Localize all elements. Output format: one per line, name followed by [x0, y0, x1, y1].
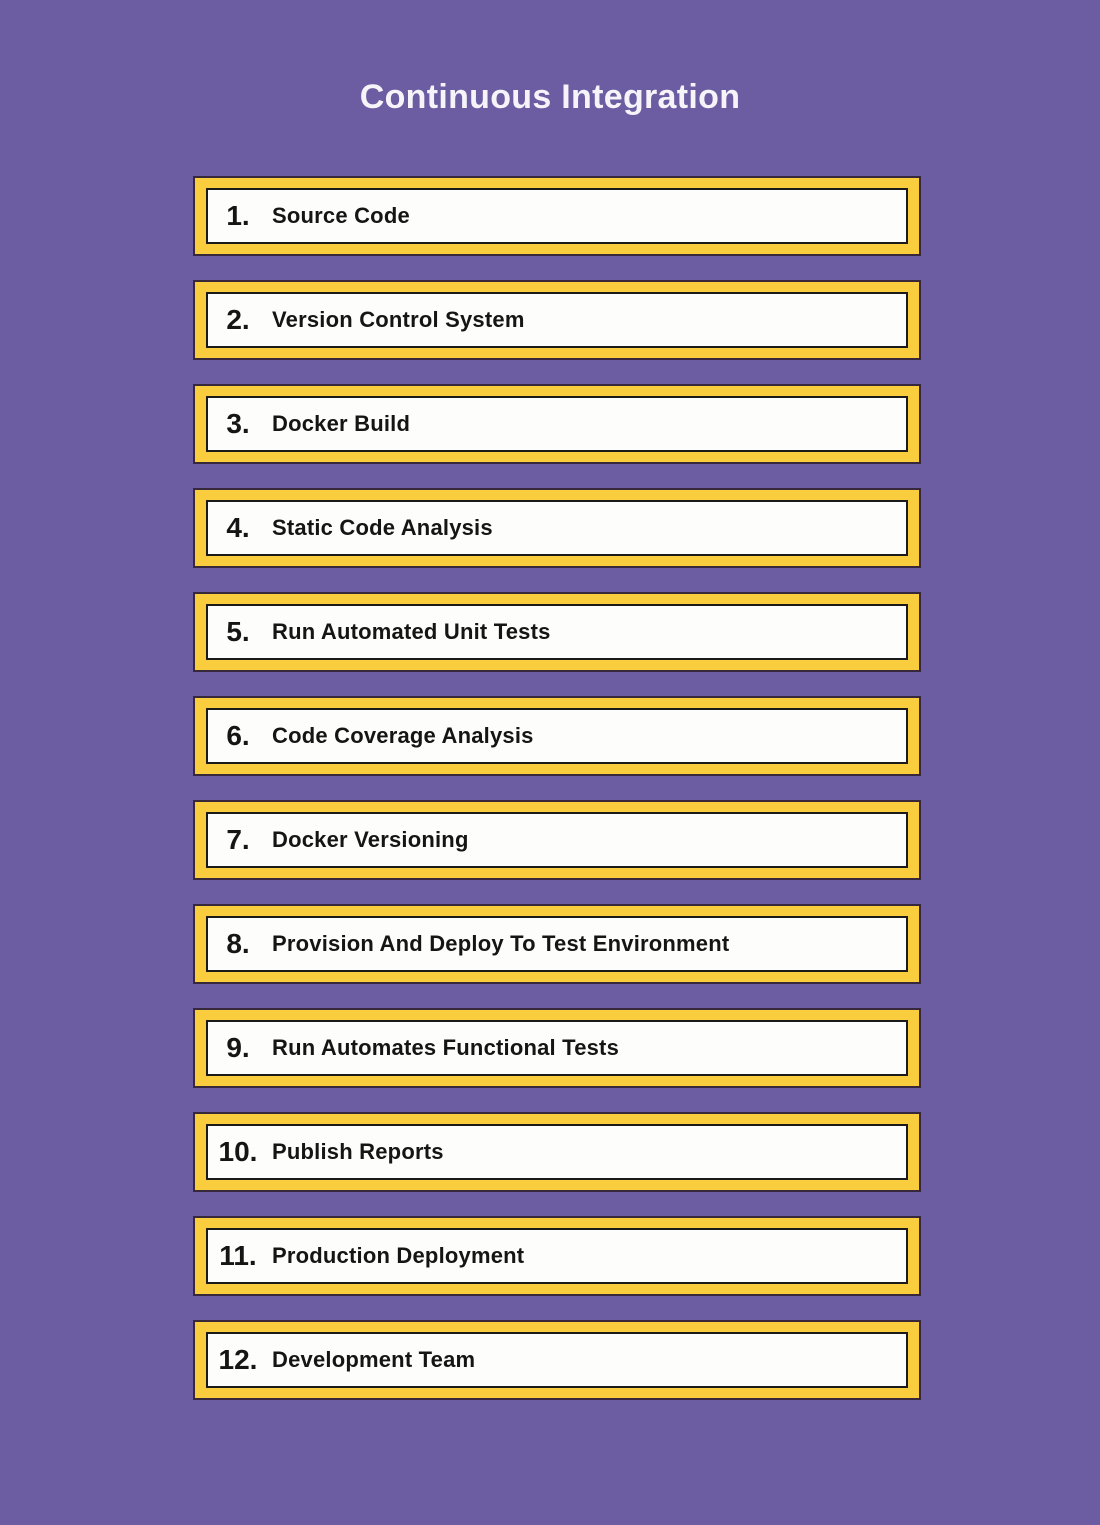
step-label: Run Automated Unit Tests: [272, 619, 551, 644]
step-item-7: [193, 800, 921, 880]
steps-list: [193, 176, 921, 1424]
step-number: 8.: [226, 928, 250, 959]
step-number: 6.: [226, 720, 250, 751]
step-label: Production Deployment: [272, 1243, 525, 1268]
step-number: 10.: [218, 1136, 258, 1167]
step-item-9: [193, 1008, 921, 1088]
step-inner: [206, 500, 908, 556]
step-label: Version Control System: [272, 307, 525, 332]
step-item-12: [193, 1320, 921, 1400]
step-number: 12.: [218, 1344, 258, 1375]
page-title: Continuous Integration: [359, 78, 741, 116]
step-item-2: [193, 280, 921, 360]
step-inner: [206, 1228, 908, 1284]
step-inner: [206, 188, 908, 244]
step-label: Docker Build: [272, 411, 411, 436]
step-item-4: [193, 488, 921, 568]
step-item-10: [193, 1112, 921, 1192]
step-inner: [206, 1332, 908, 1388]
step-label: Docker Versioning: [272, 827, 469, 852]
step-inner: [206, 396, 908, 452]
step-label: Development Team: [272, 1347, 476, 1372]
step-label: Static Code Analysis: [272, 515, 493, 540]
step-number: 7.: [226, 824, 250, 855]
step-inner: [206, 604, 908, 660]
step-label: Source Code: [272, 203, 410, 228]
step-number: 5.: [226, 616, 250, 647]
step-inner: [206, 292, 908, 348]
step-number: 3.: [226, 408, 250, 439]
step-label: Run Automates Functional Tests: [272, 1035, 620, 1060]
step-item-6: [193, 696, 921, 776]
step-inner: [206, 916, 908, 972]
step-number: 1.: [226, 200, 250, 231]
step-item-1: [193, 176, 921, 256]
step-label: Publish Reports: [272, 1139, 444, 1164]
step-label: Code Coverage Analysis: [272, 723, 534, 748]
step-item-5: [193, 592, 921, 672]
step-inner: [206, 708, 908, 764]
step-number: 2.: [226, 304, 250, 335]
step-inner: [206, 812, 908, 868]
step-number: 9.: [226, 1032, 250, 1063]
step-item-11: [193, 1216, 921, 1296]
step-inner: [206, 1124, 908, 1180]
step-number: 4.: [226, 512, 250, 543]
step-item-3: [193, 384, 921, 464]
step-number: 11.: [219, 1240, 257, 1271]
step-item-8: [193, 904, 921, 984]
step-inner: [206, 1020, 908, 1076]
step-label: Provision And Deploy To Test Environment: [272, 931, 730, 956]
